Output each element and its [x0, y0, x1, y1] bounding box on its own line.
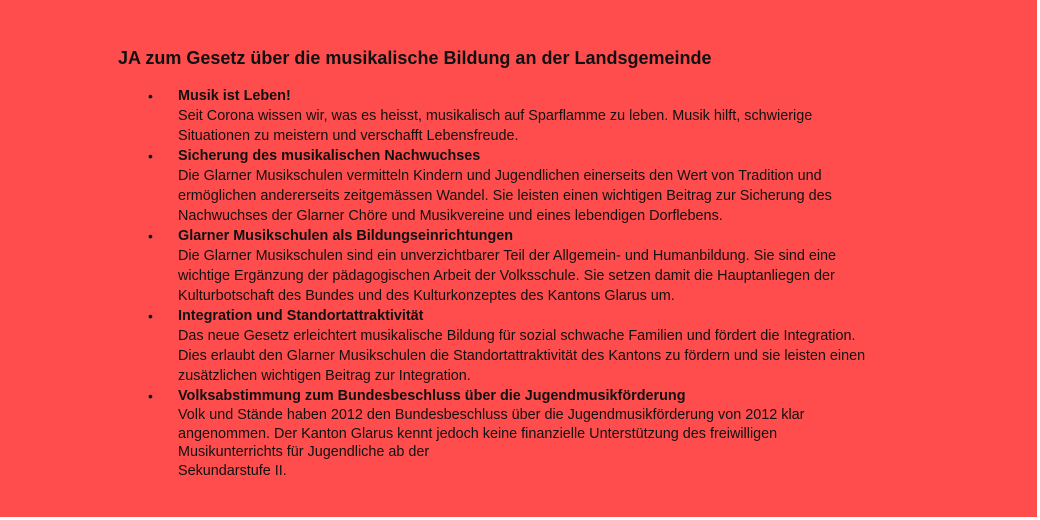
text-line: Das neue Gesetz erleichtert musikalische Bildung für sozial schwache Familien und fördert die Integration. [178, 328, 856, 344]
item-heading: Volksabstimmung zum Bundesbeschluss über die Jugendmusikförderung [178, 388, 686, 404]
list-item [148, 386, 948, 480]
text-line: Musikunterrichts für Jugendliche ab der [178, 444, 430, 460]
text-line: zusätzlichen wichtigen Beitrag zur Integration. [178, 368, 471, 384]
text-line: Die Glarner Musikschulen vermitteln Kindern und Jugendlichen einerseits den Wert von Tradition und [178, 168, 822, 184]
item-text [178, 166, 948, 226]
text-line: Volk und Stände haben 2012 den Bundesbeschluss über die Jugendmusikförderung von 2012 klar [178, 407, 805, 423]
text-line: Sekundarstufe II. [178, 462, 287, 479]
text-line: wichtige Ergänzung der pädagogischen Arbeit der Volksschule. Sie setzen damit die Hauptanliegen der [178, 268, 835, 284]
bullet-icon: • [148, 148, 153, 164]
list-item [148, 306, 948, 386]
list-item [148, 146, 948, 226]
item-text [178, 246, 948, 306]
list-item [148, 226, 948, 306]
text-line: Dies erlaubt den Glarner Musikschulen die Standortattraktivität des Kantons zu fördern und sie leisten einen [178, 348, 866, 364]
text-line: Kulturbotschaft des Bundes und des Kulturkonzeptes des Kantons Glarus um. [178, 288, 675, 304]
item-text [178, 406, 948, 480]
text-line: angenommen. Der Kanton Glarus kennt jedoch keine finanzielle Unterstützung des freiwilligen [178, 425, 778, 442]
text-line: Seit Corona wissen wir, was es heisst, musikalisch auf Sparflamme zu leben. Musik hilft, schwierige [178, 108, 813, 124]
bullet-list [148, 86, 948, 480]
text-line: ermöglichen andererseits zeitgemässen Wandel. Sie leisten einen wichtigen Beitrag zur Sicherung des [178, 188, 832, 204]
text-line: Situationen zu meistern und verschafft Lebensfreude. [178, 128, 519, 144]
item-text [178, 106, 948, 146]
page-title: JA zum Gesetz über die musikalische Bildung an der Landsgemeinde [118, 48, 712, 68]
bullet-icon: • [148, 88, 153, 104]
text-line: Nachwuchses der Glarner Chöre und Musikvereine und eines lebendigen Dorflebens. [178, 208, 723, 224]
item-text [178, 326, 948, 386]
list-item [148, 86, 948, 146]
item-heading: Integration und Standortattraktivität [178, 308, 424, 324]
item-heading: Sicherung des musikalischen Nachwuchses [178, 148, 481, 164]
item-heading: Glarner Musikschulen als Bildungseinrichtungen [178, 228, 514, 244]
item-heading: Musik ist Leben! [178, 88, 291, 104]
text-line: Die Glarner Musikschulen sind ein unverzichtbarer Teil der Allgemein- und Humanbildung. Sie sind eine [178, 248, 837, 264]
bullet-icon: • [148, 228, 153, 244]
bullet-icon: • [148, 388, 153, 404]
bullet-icon: • [148, 308, 153, 324]
